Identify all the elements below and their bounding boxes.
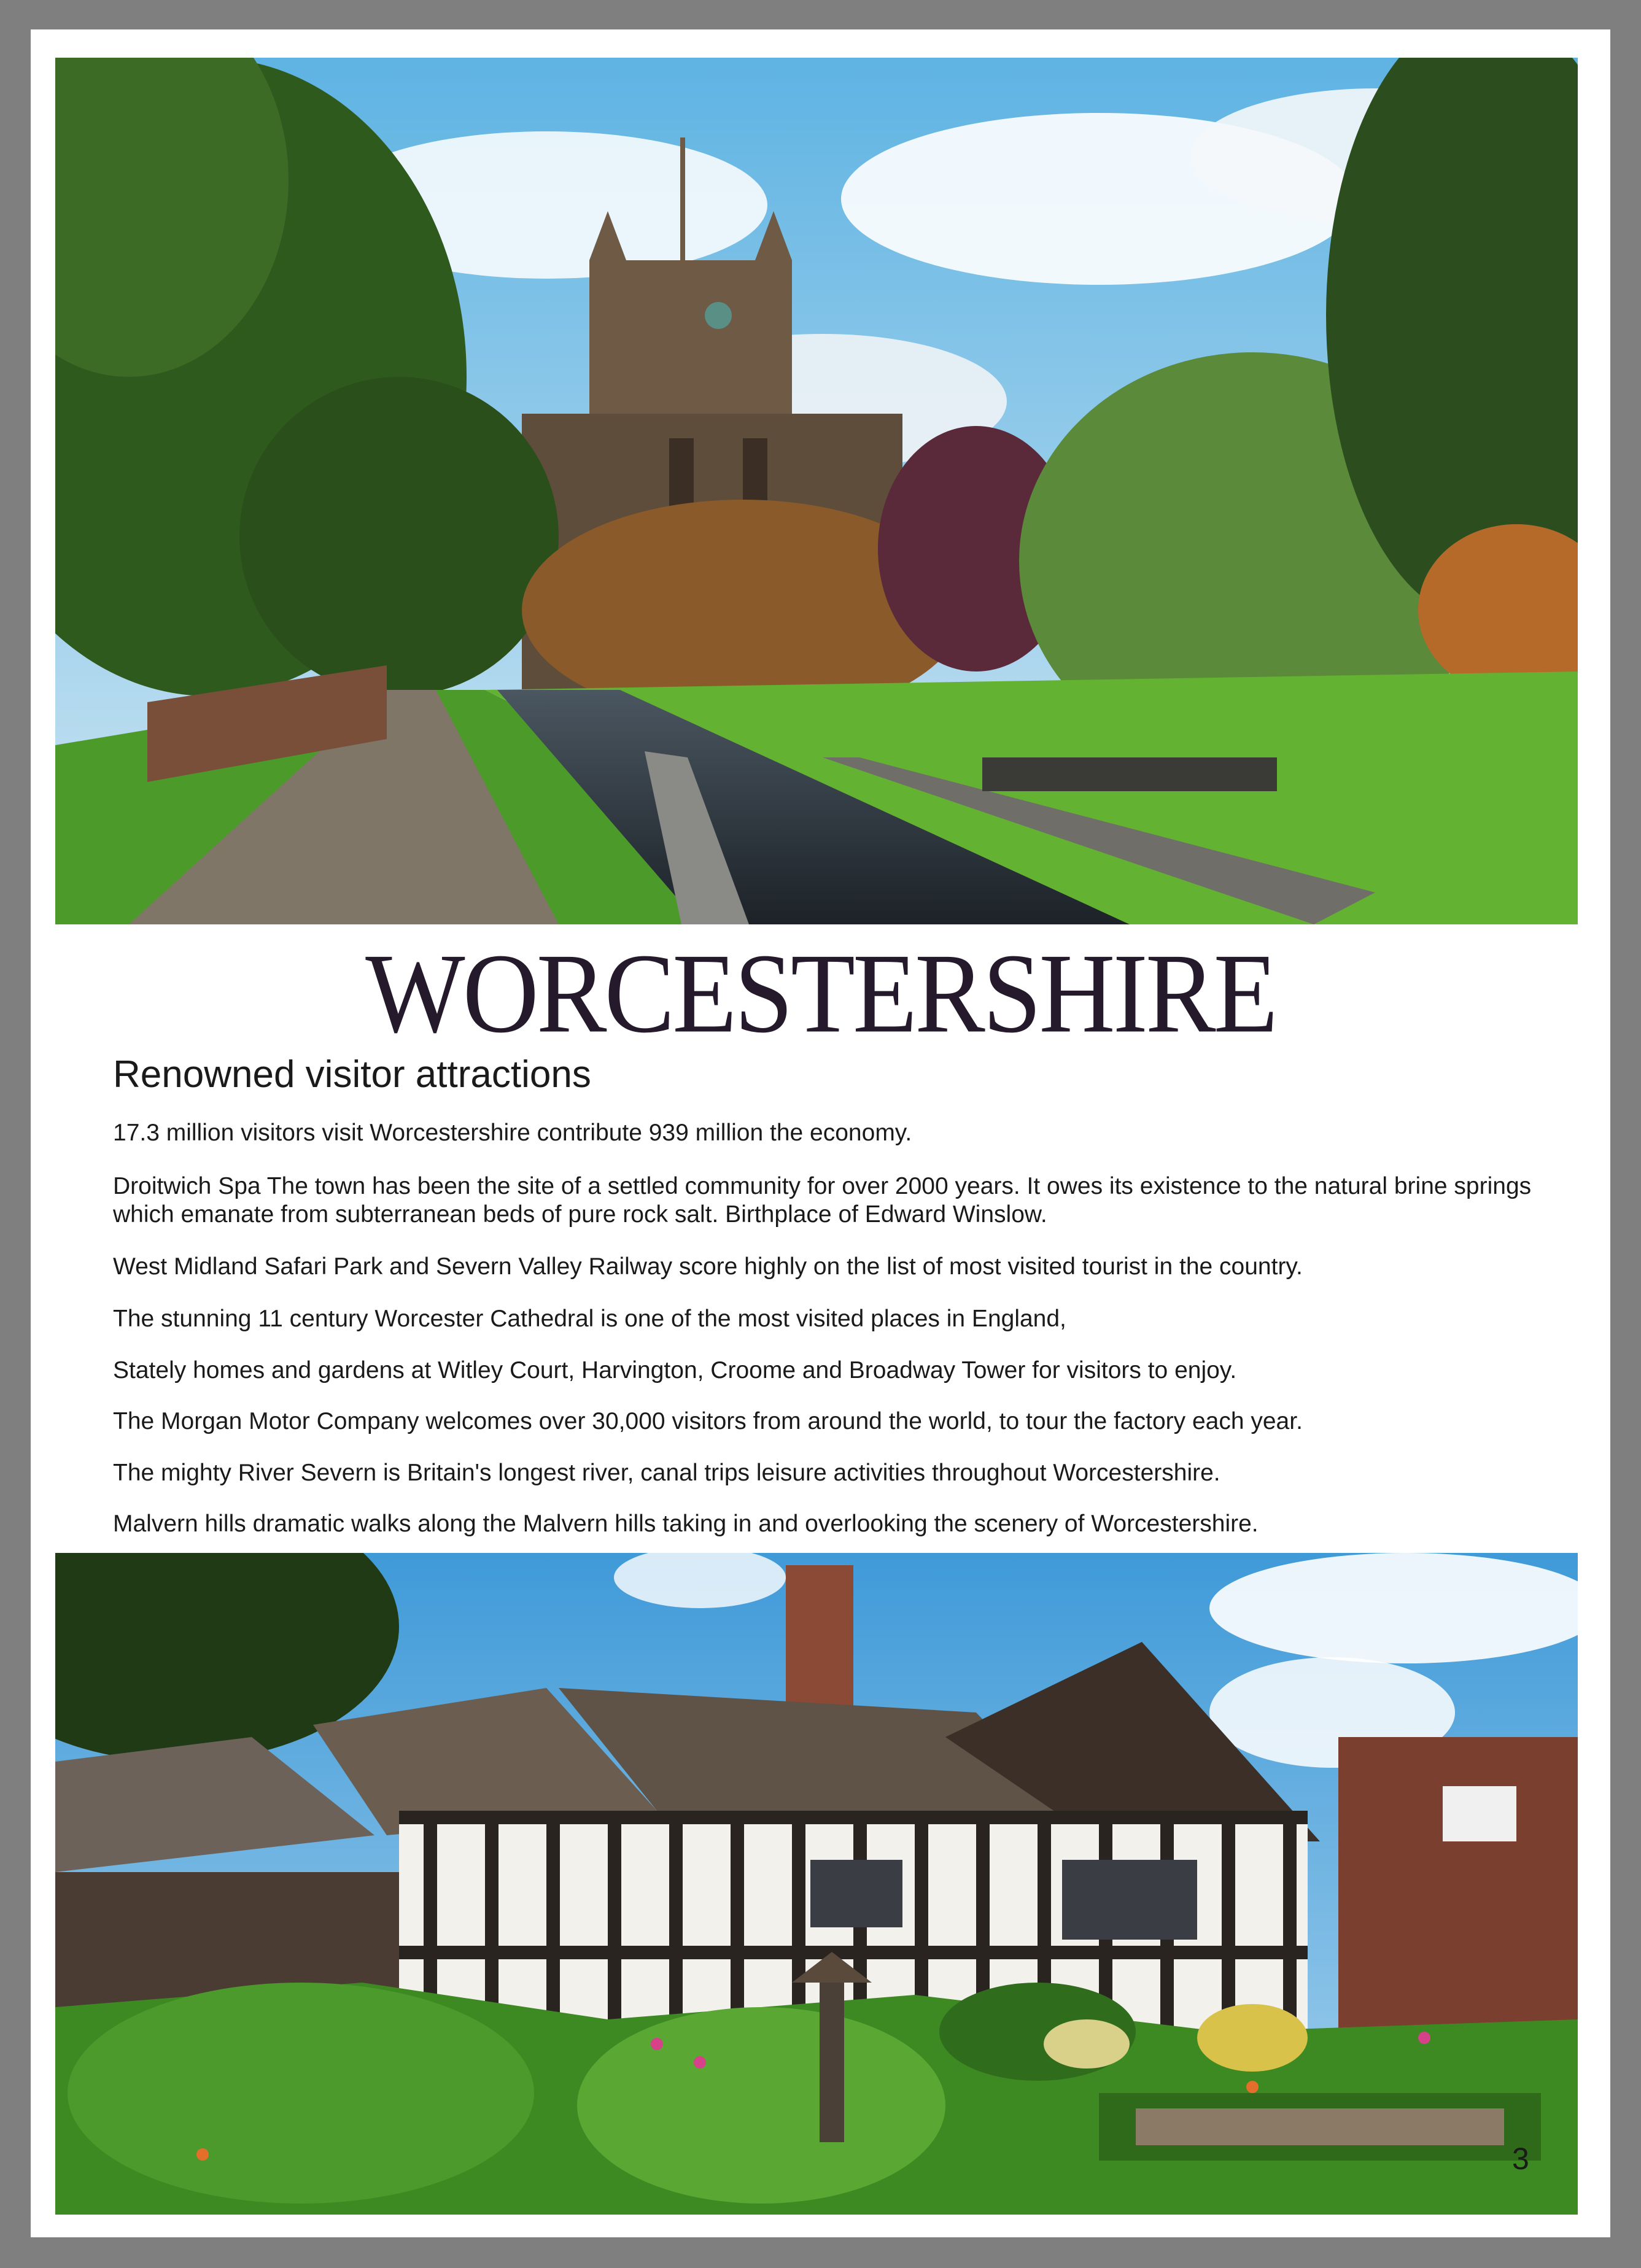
- brochure-page: [31, 29, 1610, 2237]
- tudor-house-photo: [55, 1553, 1578, 2215]
- paragraph-morgan: The Morgan Motor Company welcomes over 30,000 visitors from around the world, to tour the factory each year.: [113, 1408, 1303, 1434]
- church-canal-photo: [55, 58, 1578, 924]
- paragraph-cathedral: The stunning 11 century Worcester Cathedral is one of the most visited places in England,: [113, 1306, 1066, 1332]
- paragraph-stately-homes: Stately homes and gardens at Witley Court, Harvington, Croome and Broadway Tower for visitors to enjoy.: [113, 1357, 1237, 1384]
- church-canal-illustration: [55, 58, 1578, 924]
- paragraph-visitors: 17.3 million visitors visit Worcestershire contribute 939 million the economy.: [113, 1120, 912, 1146]
- paragraph-malvern: Malvern hills dramatic walks along the Malvern hills taking in and overlooking the scenery of Worcestershire.: [113, 1511, 1259, 1537]
- page-number: 3: [1512, 2142, 1529, 2176]
- section-subtitle: Renowned visitor attractions: [113, 1053, 591, 1096]
- paragraph-river-severn: The mighty River Severn is Britain's longest river, canal trips leisure activities throughout Worcestershire.: [113, 1460, 1220, 1486]
- paragraph-safari-park: West Midland Safari Park and Severn Valley Railway score highly on the list of most visited tourist in the country.: [113, 1253, 1303, 1280]
- paragraph-droitwich: Droitwich Spa The town has been the site of a settled community for over 2000 years. It owes its existence to the natural brine springs which emanate from subterranean beds of pure rock salt. Birthplace of Edward Winslow.: [113, 1173, 1532, 1228]
- page-title: WORCESTERSHIRE: [365, 931, 1276, 1057]
- tudor-house-illustration: [55, 1553, 1578, 2215]
